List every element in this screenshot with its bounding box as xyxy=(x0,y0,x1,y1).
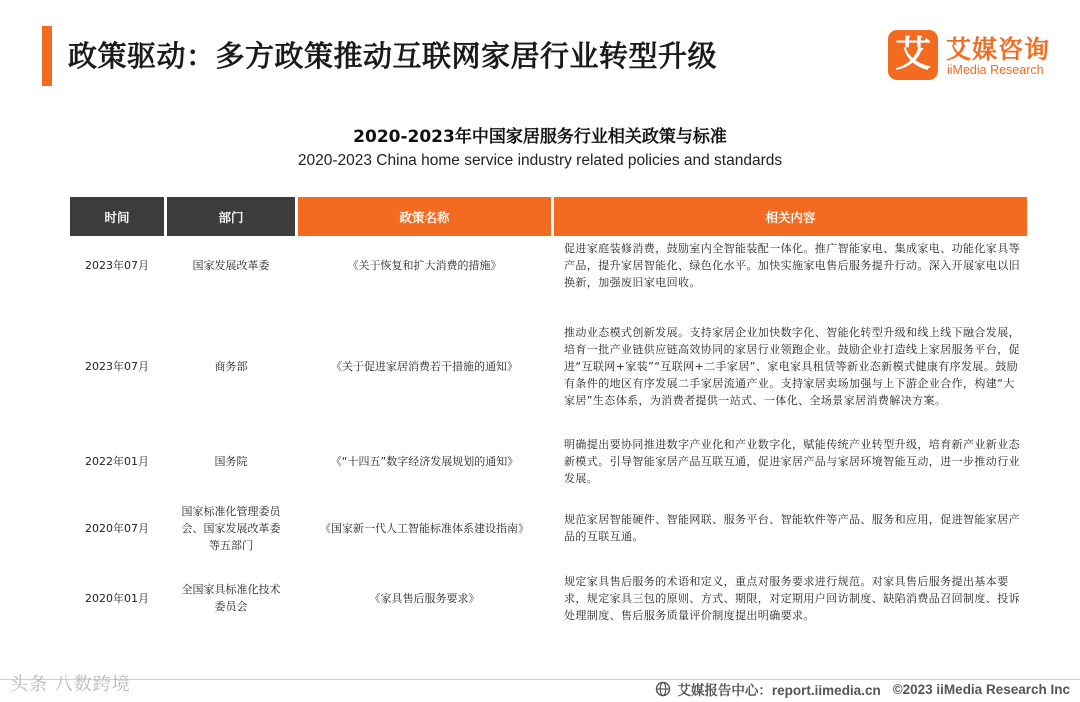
row-policy-name: 《家具售后服务要求》 xyxy=(369,591,480,605)
header-policy-name: 政策名称 xyxy=(298,197,551,236)
row-department: 国务院 xyxy=(214,455,248,468)
header-date: 时间 xyxy=(70,197,164,236)
header-content: 相关内容 xyxy=(554,197,1027,236)
table-row xyxy=(70,502,1027,554)
row-department: 国家标准化管理委员会、国家发展改革委等五部门 xyxy=(181,504,281,552)
watermark: 头条 八数跨境 xyxy=(10,674,131,695)
row-content: 促进家庭装修消费，鼓励室内全智能装配一体化。推广智能家电、集成家电、功能化家具等产品，提升家居智能化、绿色化水平。加快实施家电售后服务提升行动。深入开展家电以旧换新，加强废旧家电回收。 xyxy=(564,241,1020,289)
iimedia-logo xyxy=(888,30,1063,82)
row-content: 规定家具售后服务的术语和定义，重点对服务要求进行规范。对家具售后服务提出基本要求，规定家具三包的原则、方式、期限，对定期用户回访制度、缺陷消费品召回制度、投诉处理制度、售后服务质量评价制度提出明确要求。 xyxy=(564,574,1020,622)
row-date: 2023年07月 xyxy=(85,258,149,272)
copyright: ©2023 iiMedia Research Inc xyxy=(892,681,1070,697)
row-department: 全国家具标准化技术委员会 xyxy=(181,583,281,613)
table-row xyxy=(70,315,1027,417)
table-header-row xyxy=(70,197,1027,236)
row-policy-name: 《关于促进家居消费若干措施的通知》 xyxy=(331,359,518,373)
table-row xyxy=(70,235,1027,295)
row-policy-name: 《“十四五”数字经济发展规划的通知》 xyxy=(330,455,519,468)
row-date: 2020年01月 xyxy=(85,591,149,605)
row-content: 推动业态模式创新发展。支持家居企业加快数字化、智能化转型升级和线上线下融合发展，培育一批产业链供应链高效协同的家居行业领跑企业。鼓励企业打造线上家居服务平台，促进“互联网+家装”“互联网+二手家居”、家电家具租赁等新业态新模式健康有序发展。鼓励有条件的地区有序发展二手家居流通产业。支持家居卖场加强与上下游企业合作，构建“大家居”生态体系，为消费者提供一站式、一体化、全场景家居消费解决方案。 xyxy=(564,325,1020,407)
policy-table xyxy=(70,197,1027,622)
footer xyxy=(655,679,1070,699)
page-title: 政策驱动：多方政策推动互联网家居行业转型升级 xyxy=(68,39,718,73)
report-center-link[interactable]: 艾媒报告中心：report.iimedia.cn xyxy=(677,683,881,698)
table-row xyxy=(70,436,1027,487)
row-date: 2020年07月 xyxy=(85,521,149,535)
row-department: 国家发展改革委 xyxy=(192,258,270,272)
row-content: 规范家居智能硬件、智能网联、服务平台、智能软件等产品、服务和应用，促进智能家居产品的互联互通。 xyxy=(564,513,1020,543)
row-date: 2023年07月 xyxy=(85,359,149,373)
row-content: 明确提出要协同推进数字产业化和产业数字化，赋能传统产业转型升级，培育新产业新业态新模式。引导智能家居产品互联互通，促进家居产品与家居环境智能互动，进一步推动行业发展。 xyxy=(564,438,1020,485)
row-date: 2022年01月 xyxy=(85,455,149,468)
row-policy-name: 《国家新一代人工智能标准体系建设指南》 xyxy=(320,521,529,535)
logo-name-cn: 艾媒咨询 xyxy=(946,35,1051,64)
row-department: 商务部 xyxy=(214,359,248,373)
table-row xyxy=(70,572,1027,624)
globe-icon xyxy=(655,681,671,697)
logo-name-en: iiMedia Research xyxy=(947,63,1044,77)
header-department: 部门 xyxy=(167,197,295,236)
row-policy-name: 《关于恢复和扩大消费的措施》 xyxy=(347,258,502,272)
logo-mark: 艾 xyxy=(888,30,938,80)
table-subtitle: 2020-2023 China home service industry related policies and standards xyxy=(297,152,783,169)
table-title: 2020-2023年中国家居服务行业相关政策与标准 xyxy=(353,127,727,147)
title-accent-bar xyxy=(42,26,52,86)
